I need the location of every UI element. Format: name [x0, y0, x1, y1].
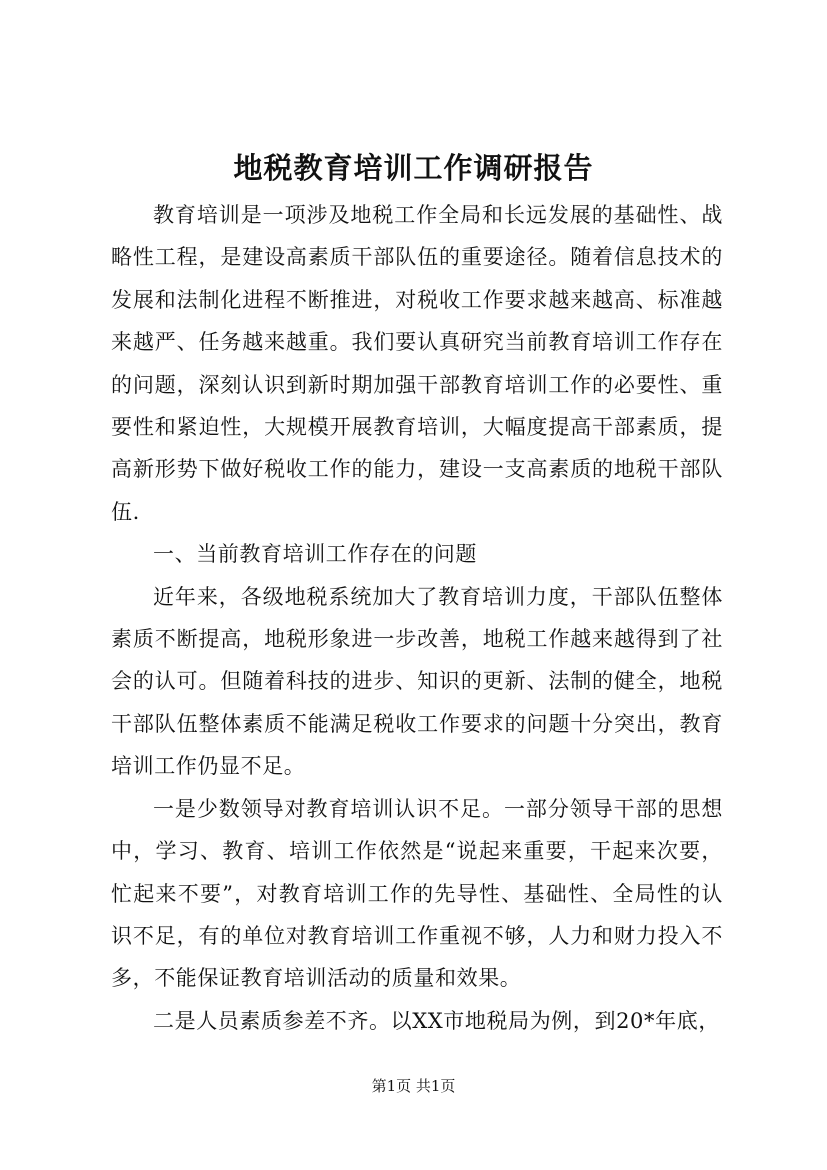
paragraph-background: 近年来，各级地税系统加大了教育培训力度，干部队伍整体素质不断提高，地税形象进一步改善，地税工作越来越得到了社会的认可。但随着科技的进步、知识的更新、法制的健全，地税干部队伍整体素质不能满足税收工作要求的问题十分突出，教育培训工作仍显不足。: [111, 584, 723, 779]
section-heading-1: 一、当前教育培训工作存在的问题: [153, 542, 477, 567]
paragraph-intro: 教育培训是一项涉及地税工作全局和长远发展的基础性、战略性工程，是建设高素质干部队伍的重要途径。随着信息技术的发展和法制化进程不断推进，对税收工作要求越来越高、标准越来越严、任务越来越重。我们要认真研究当前教育培训工作存在的问题，深刻认识到新时期加强干部教育培训工作的必要性、重要性和紧迫性，大规模开展教育培训，大幅度提高干部素质，提高新形势下做好税收工作的能力，建设一支高素质的地税干部队伍.: [111, 203, 723, 524]
page-footer: 第1页 共1页: [371, 1077, 456, 1095]
paragraph-issue-1: 一是少数领导对教育培训认识不足。一部分领导干部的思想中，学习、教育、培训工作依然是“说起来重要，干起来次要，忙起来不要”，对教育培训工作的先导性、基础性、全局性的认识不足，有的单位对教育培训工作重视不够，人力和财力投入不多，不能保证教育培训活动的质量和效果。: [111, 796, 723, 991]
document-title: 地税教育培训工作调研报告: [233, 151, 594, 185]
paragraph-issue-2: 二是人员素质参差不齐。以XX市地税局为例，到20*年底，: [153, 1008, 720, 1033]
document-body: [111, 194, 723, 1042]
